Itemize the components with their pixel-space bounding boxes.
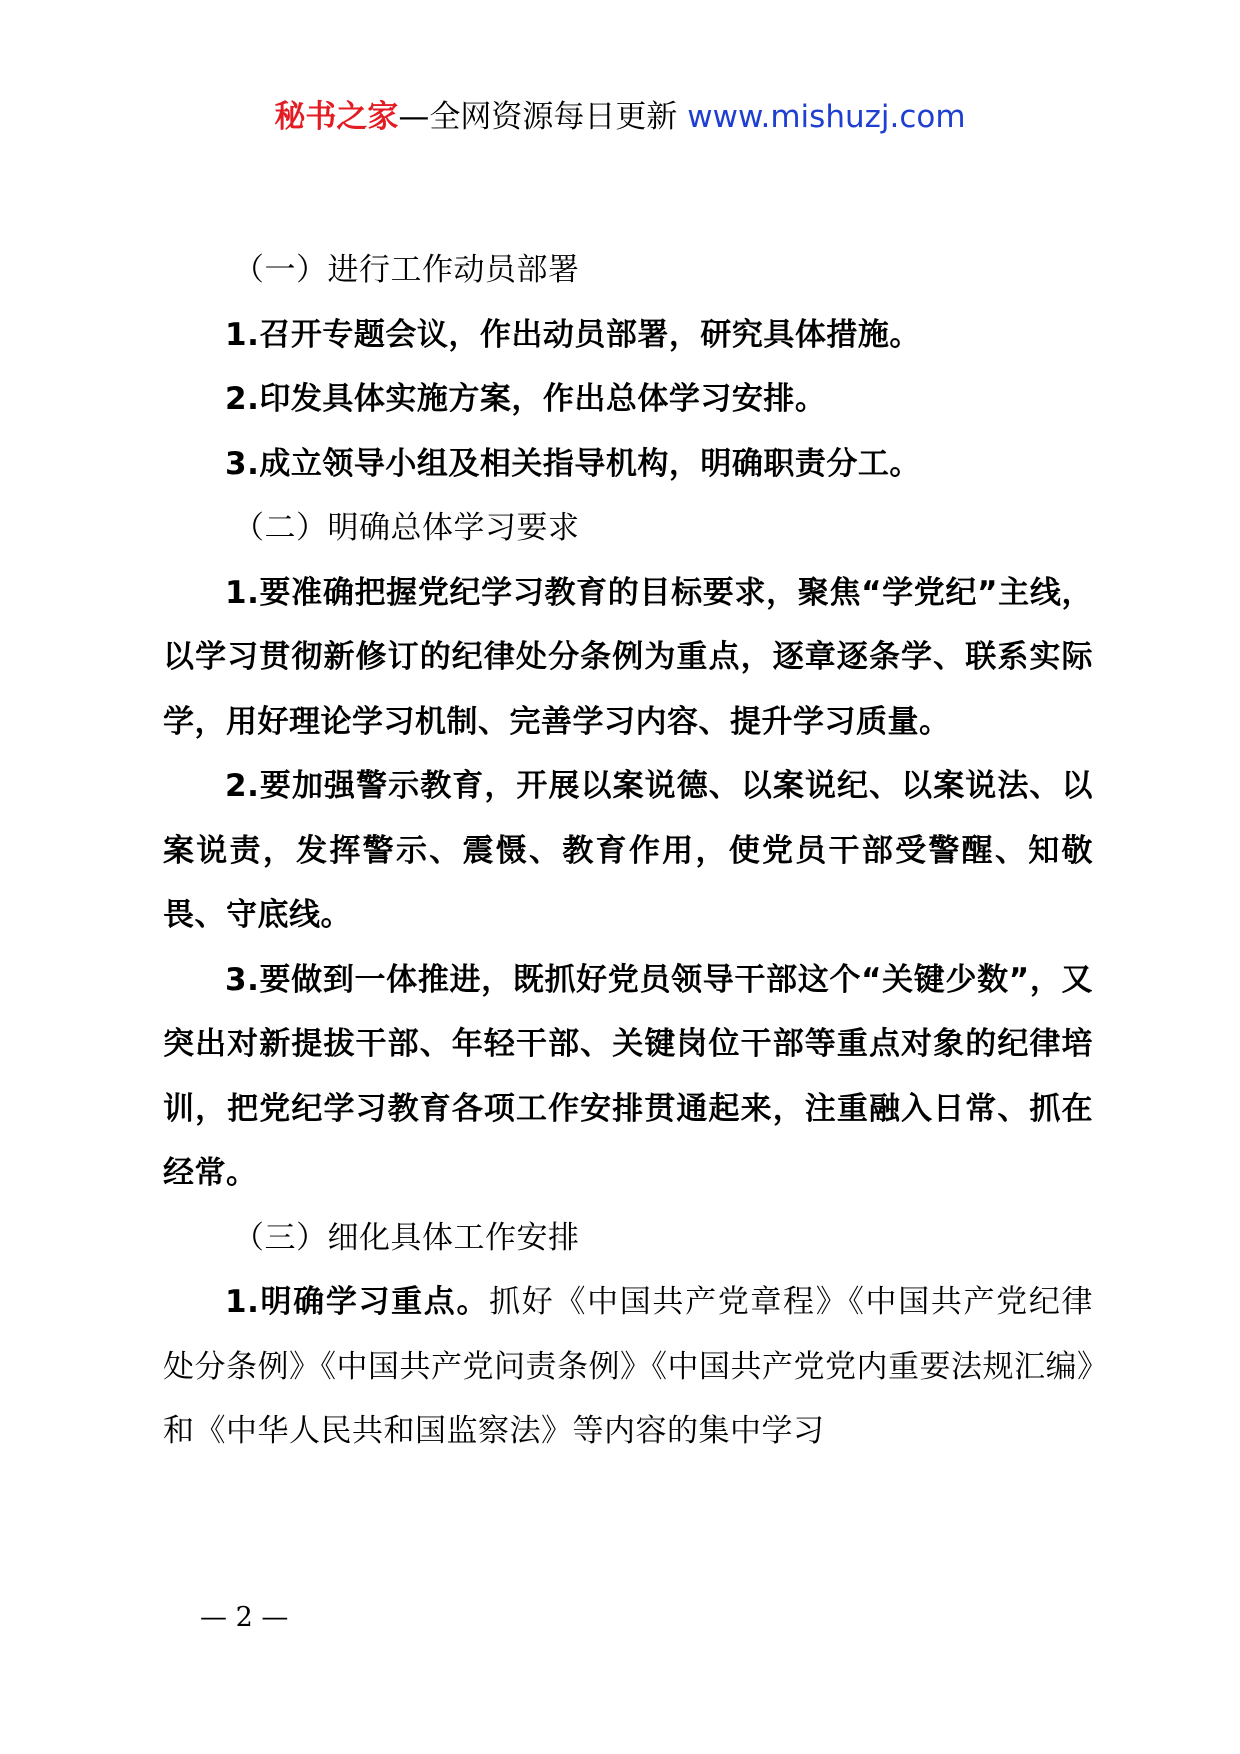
header-dash: — [398, 99, 430, 135]
section-2-heading: （二）明确总体学习要求 [233, 510, 580, 546]
section-3-item-1-body: 抓好《中国共产党章程》《中国共产党纪律处分条例》《中国共产党问责条例》《中国共产党党内重要法规汇编》和《中华人民共和国监察法》等内容的集中学习 [163, 1284, 1093, 1449]
section-1-item-2: 2.印发具体实施方案，作出总体学习安排。 [225, 381, 827, 417]
section-1-heading: （一）进行工作动员部署 [233, 252, 580, 288]
page-number: — 2 — [200, 1602, 289, 1633]
section-2-item-1: 1.要准确把握党纪学习教育的目标要求，聚焦“学党纪”主线，以学习贯彻新修订的纪律处分条例为重点，逐章逐条学、联系实际学，用好理论学习机制、完善学习内容、提升学习质量。 [163, 574, 1093, 740]
header-url-link[interactable]: www.mishuzj.com [687, 99, 966, 135]
site-brand: 秘书之家 [274, 99, 399, 135]
section-3-item-1 [163, 1270, 1093, 1464]
header-slogan: 全网资源每日更新 [429, 99, 678, 135]
section-2-item-3: 3.要做到一体推进，既抓好党员领导干部这个“关键少数”，又突出对新提拔干部、年轻干部、关键岗位干部等重点对象的纪律培训，把党纪学习教育各项工作安排贯通起来，注重融入日常、抓在经常。 [163, 961, 1093, 1191]
section-3-item-1-title: 1.明确学习重点。 [225, 1284, 490, 1320]
section-1-item-1: 1.召开专题会议，作出动员部署，研究具体措施。 [225, 316, 921, 353]
section-3-heading: （三）细化具体工作安排 [233, 1219, 580, 1256]
document-body [163, 238, 1093, 1464]
section-1-item-3: 3.成立领导小组及相关指导机构，明确职责分工。 [225, 445, 921, 482]
section-2-item-2: 2.要加强警示教育，开展以案说德、以案说纪、以案说法、以案说责，发挥警示、震慑、教育作用，使党员干部受警醒、知敬畏、守底线。 [163, 768, 1093, 933]
site-header [0, 96, 1240, 138]
